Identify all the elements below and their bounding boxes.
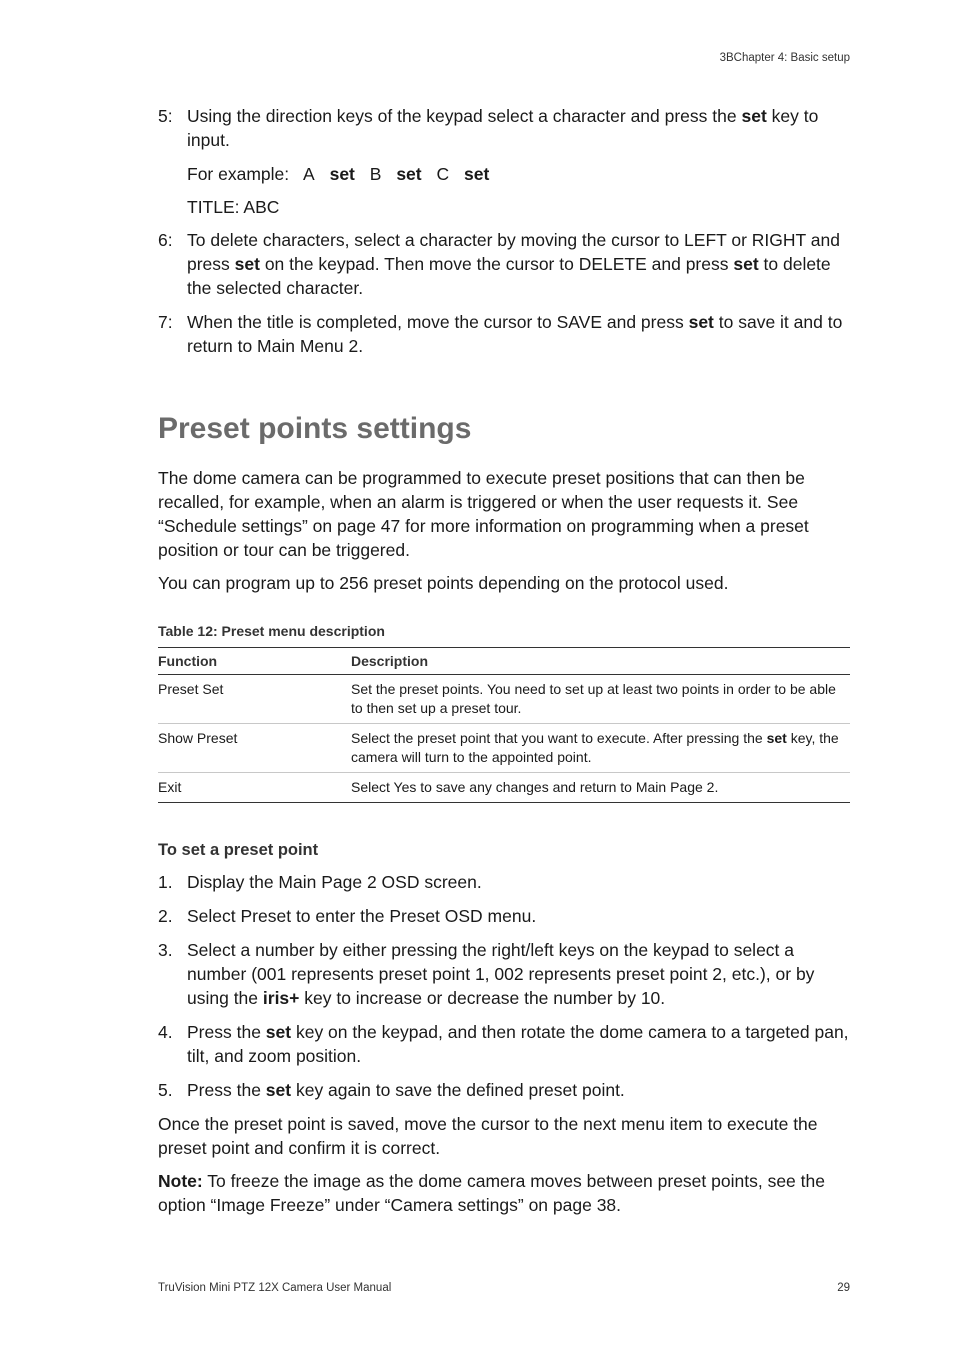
procedure-steps <box>158 870 850 1102</box>
list-item <box>158 310 850 358</box>
example-char-a: A <box>303 164 315 184</box>
step-number: 3. <box>158 940 173 960</box>
note-text: To freeze the image as the dome camera moves between preset points, see the option “Image Freeze” under “Camera settings” on page 38. <box>158 1171 825 1215</box>
example-set: set <box>464 164 490 184</box>
closing-paragraph: Once the preset point is saved, move the cursor to the next menu item to execute the preset point and confirm it is correct. <box>158 1114 818 1158</box>
step-number: 4. <box>158 1022 173 1042</box>
example-line <box>187 162 850 186</box>
running-head: 3BChapter 4: Basic setup <box>719 52 850 64</box>
key-name: set <box>741 106 767 126</box>
step-text: Select Preset to enter the Preset OSD menu. <box>187 906 537 926</box>
function-cell: Exit <box>158 773 351 803</box>
list-item <box>158 870 850 894</box>
example-set: set <box>329 164 355 184</box>
example-label: For example: <box>187 164 290 184</box>
list-item <box>158 904 850 928</box>
list-item <box>158 1020 850 1068</box>
table-caption: Table 12: Preset menu description <box>158 623 385 639</box>
preset-menu-table <box>158 647 850 803</box>
step-text: Using the direction keys of the keypad select a character and press the set key to input. <box>187 106 819 150</box>
list-item <box>158 104 850 152</box>
function-cell: Preset Set <box>158 675 351 724</box>
example-char-c: C <box>436 164 450 184</box>
top-steps <box>158 104 850 358</box>
key-name: set <box>766 730 787 746</box>
step-number: 7: <box>158 312 173 332</box>
page-content <box>158 104 850 1226</box>
list-item <box>158 1078 850 1102</box>
section-paragraph: You can program up to 256 preset points depending on the protocol used. <box>158 573 729 593</box>
step-text: Press the set key on the keypad, and then rotate the dome camera to a targeted pan, tilt, and zoom position. <box>187 1022 849 1066</box>
note-label: Note: <box>158 1171 203 1191</box>
key-name: set <box>265 1022 292 1042</box>
example-char-b: B <box>369 164 382 184</box>
description-cell: Set the preset points. You need to set up at least two points in order to be able to then set up a preset tour. <box>351 675 850 724</box>
step-text: Display the Main Page 2 OSD screen. <box>187 872 482 892</box>
step-number: 5. <box>158 1080 173 1100</box>
column-header-description: Description <box>351 648 850 675</box>
description-cell: Select Yes to save any changes and return to Main Page 2. <box>351 773 850 803</box>
column-header-function: Function <box>158 648 351 675</box>
step-text: When the title is completed, move the cursor to SAVE and press set to save it and to return to Main Menu 2. <box>187 312 843 356</box>
key-name: set <box>733 254 759 274</box>
section-heading: Preset points settings <box>158 412 472 445</box>
list-item <box>158 938 850 1010</box>
example-set: set <box>396 164 422 184</box>
table-row <box>158 773 850 803</box>
step-text: To delete characters, select a character by moving the cursor to LEFT or RIGHT and press set on the keypad. Then move the cursor to DELETE and press set to delete the selected character. <box>187 230 840 298</box>
key-name: set <box>265 1080 292 1100</box>
table-row <box>158 675 850 724</box>
step-number: 1. <box>158 872 173 892</box>
note-paragraph <box>158 1169 850 1217</box>
table-row <box>158 724 850 773</box>
step-number: 5: <box>158 106 173 126</box>
section-paragraph: The dome camera can be programmed to execute preset positions that can then be recalled, for example, when an alarm is triggered or when the user requests it. See “Schedule settings” on page 47 for more information on programming when a preset position or tour can be triggered. <box>158 468 809 560</box>
key-name: set <box>234 254 260 274</box>
key-name: iris+ <box>262 988 300 1008</box>
step-text: Press the set key again to save the defined preset point. <box>187 1080 625 1100</box>
example-title-line: TITLE: ABC <box>187 197 280 217</box>
step-number: 6: <box>158 230 173 250</box>
procedure-heading: To set a preset point <box>158 841 319 859</box>
function-cell: Show Preset <box>158 724 351 773</box>
footer-title: TruVision Mini PTZ 12X Camera User Manual <box>158 1282 392 1294</box>
step-number: 2. <box>158 906 173 926</box>
description-cell: Select the preset point that you want to execute. After pressing the set key, the camera will turn to the appointed point. <box>351 724 850 773</box>
page-number: 29 <box>837 1282 850 1294</box>
key-name: set <box>688 312 714 332</box>
table-header-row <box>158 648 850 675</box>
list-item <box>158 228 850 300</box>
step-text: Select a number by either pressing the right/left keys on the keypad to select a number (001 represents preset point 1, 002 represents preset point 2, etc.), or by using the iris+ key to increase or decrease the number by 10. <box>187 940 815 1008</box>
